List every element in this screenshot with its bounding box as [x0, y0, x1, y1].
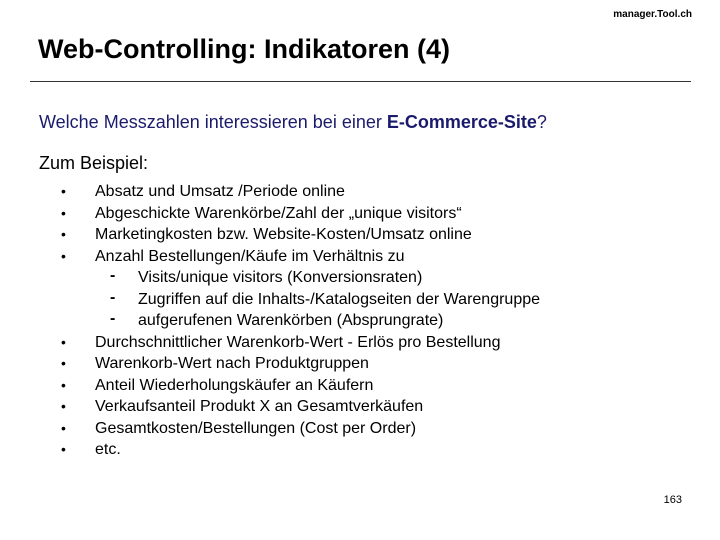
- question-prefix: Welche Messzahlen interessieren bei einer: [39, 112, 387, 132]
- list-item: [0, 224, 720, 246]
- list-item-text: aufgerufenen Warenkörben (Absprungrate): [138, 312, 444, 329]
- list-item-text: Marketingkosten bzw. Website-Kosten/Umsatz online: [95, 226, 472, 243]
- bullet-marker: •: [61, 226, 66, 242]
- list-item-text: Warenkorb-Wert nach Produktgruppen: [95, 355, 369, 372]
- slide-title: Web-Controlling: Indikatoren (4): [38, 34, 450, 64]
- bullet-marker: •: [61, 398, 66, 414]
- list-item: [0, 246, 720, 268]
- list-item-text: Anteil Wiederholungskäufer an Käufern: [95, 376, 374, 394]
- list-item: [0, 396, 720, 418]
- dash-marker: -: [110, 288, 116, 306]
- list-item-text: Zugriffen auf die Inhalts-/Katalogseiten der Warengruppe: [138, 290, 541, 308]
- list-item: [0, 418, 720, 440]
- bullet-marker: •: [61, 204, 66, 221]
- indicator-list: [0, 181, 720, 461]
- list-item-text: etc.: [95, 441, 121, 458]
- intro-text: Zum Beispiel:: [39, 153, 149, 173]
- list-item-text: Abgeschickte Warenkörbe/Zahl der „unique visitors“: [95, 204, 462, 222]
- bullet-marker: •: [61, 183, 66, 199]
- bullet-marker: •: [61, 247, 66, 264]
- sub-list-item: [0, 267, 720, 289]
- list-item: [0, 203, 720, 225]
- sub-list-item: [0, 289, 720, 311]
- question-text: [39, 112, 547, 133]
- list-item-text: Anzahl Bestellungen/Käufe im Verhältnis zu: [95, 247, 405, 265]
- page-number: 163: [663, 494, 682, 506]
- list-item: [0, 353, 720, 375]
- brand-label: manager.Tool.ch: [613, 9, 692, 20]
- title-divider: [30, 81, 691, 82]
- list-item: [0, 181, 720, 203]
- bullet-marker: •: [61, 376, 66, 393]
- list-item-text: Visits/unique visitors (Konversionsraten): [138, 269, 423, 286]
- bullet-marker: •: [61, 333, 66, 350]
- list-item: [0, 439, 720, 461]
- list-item-text: Absatz und Umsatz /Periode online: [95, 183, 345, 200]
- question-suffix: ?: [536, 112, 547, 132]
- bullet-marker: •: [61, 419, 66, 436]
- list-item-text: Durchschnittlicher Warenkorb-Wert - Erlös pro Bestellung: [95, 333, 501, 351]
- list-item-text: Verkaufsanteil Produkt X an Gesamtverkäufen: [95, 398, 424, 415]
- list-item: [0, 375, 720, 397]
- dash-marker: -: [110, 267, 116, 284]
- sub-list-item: [0, 310, 720, 332]
- list-item: [0, 332, 720, 354]
- bullet-marker: •: [61, 441, 66, 457]
- question-emphasis: E-Commerce-Site: [386, 112, 537, 132]
- list-item-text: Gesamtkosten/Bestellungen (Cost per Order): [95, 419, 417, 437]
- dash-marker: -: [110, 310, 116, 327]
- bullet-marker: •: [61, 355, 66, 371]
